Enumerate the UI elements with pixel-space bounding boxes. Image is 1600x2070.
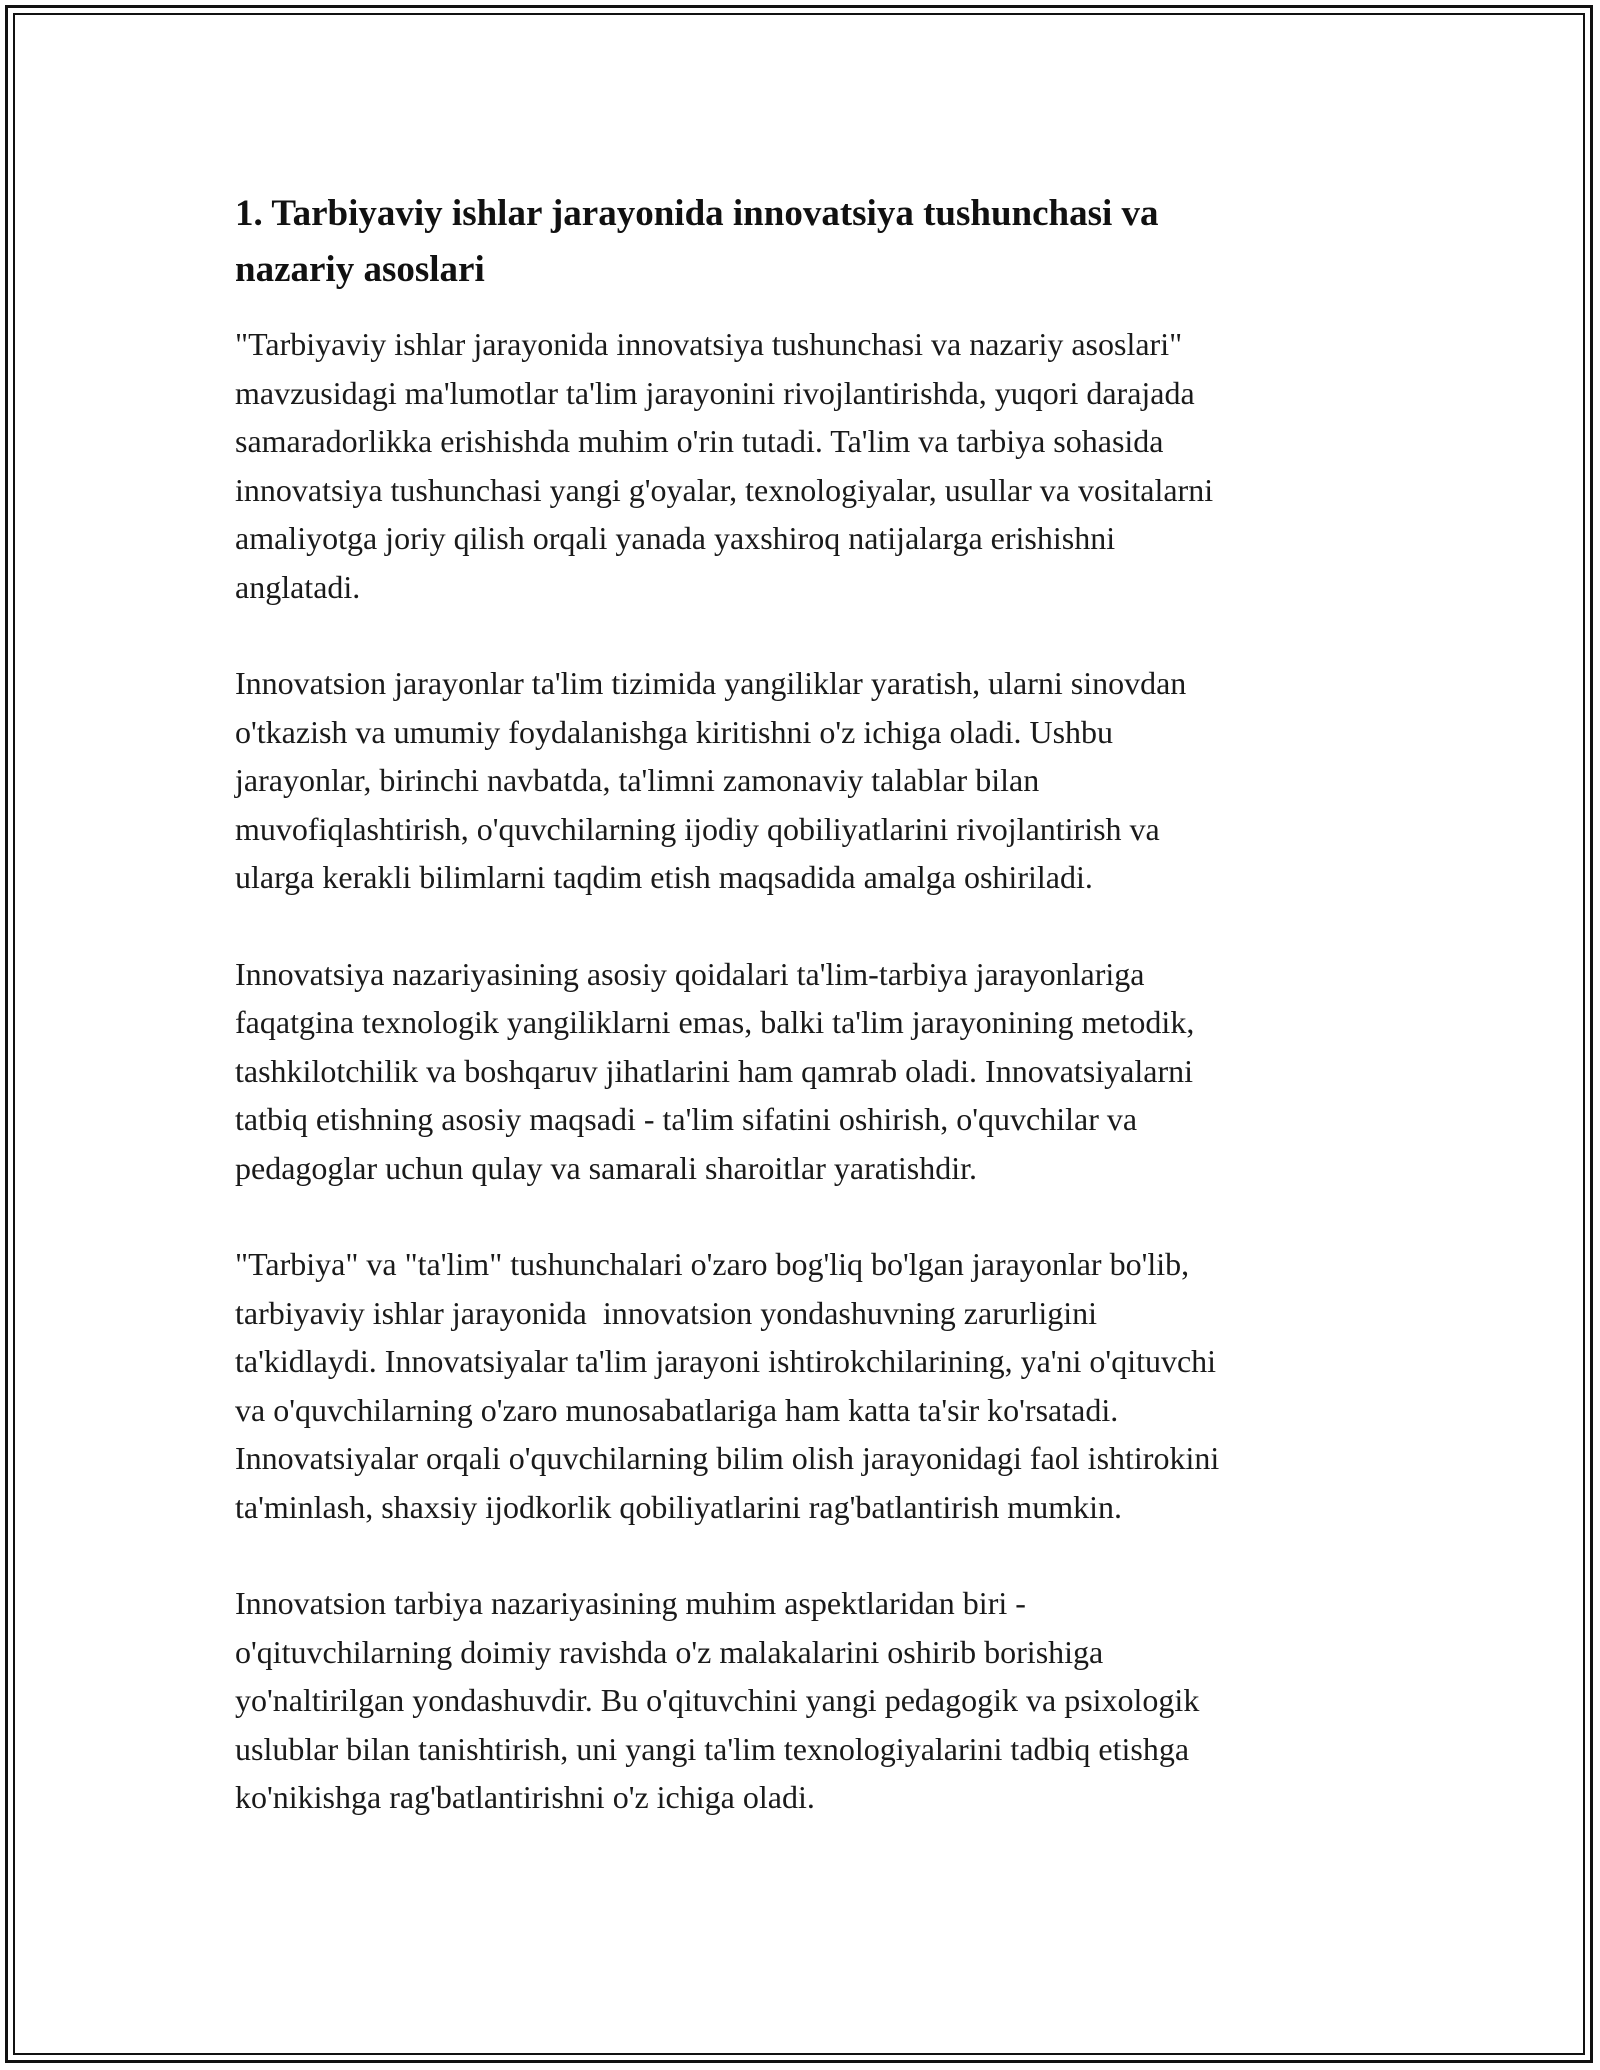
paragraph-line: Innovatsion tarbiya nazariyasining muhim aspektlaridan biri - [235,1585,1026,1621]
paragraph-line: tarbiyaviy ishlar jarayonida innovatsion yondashuvning zarurligini [235,1294,1098,1331]
paragraph-line: Innovatsiya nazariyasining asosiy qoidalari ta'lim-tarbiya jarayonlariga [235,955,1145,992]
paragraph-line: ularga kerakli bilimlarni taqdim etish maqsadida amalga oshiriladi. [235,859,1093,895]
paragraph-line: ta'kidlaydi. Innovatsiyalar ta'lim jarayoni ishtirokchilarining, ya'ni o'qituvchi [235,1343,1217,1379]
paragraph-1 [235,320,1365,611]
paragraph-line: o'tkazish va umumiy foydalanishga kiritishni o'z ichiga oladi. Ushbu [235,713,1114,750]
paragraph-line: pedagoglar uchun qulay va samarali sharoitlar yaratishdir. [235,1149,977,1186]
paragraph-line: o'qituvchilarning doimiy ravishda o'z malakalarini oshirib borishiga [235,1633,1104,1670]
paragraph-line: anglatadi. [235,568,361,605]
document-body [235,186,1365,1870]
paragraph-2 [235,659,1365,902]
paragraph-line: innovatsiya tushunchasi yangi g'oyalar, texnologiyalar, usullar va vositalarni [235,471,1214,508]
paragraph-line: Innovatsion jarayonlar ta'lim tizimida yangiliklar yaratish, ularni sinovdan [235,665,1187,701]
paragraph-line: samaradorlikka erishishda muhim o'rin tutadi. Ta'lim va tarbiya sohasida [235,423,1164,459]
paragraph-line: amaliyotga joriy qilish orqali yanada yaxshiroq natijalarga erishishni [235,520,1116,556]
paragraph-line: tashkilotchilik va boshqaruv jihatlarini ham qamrab oladi. Innovatsiyalarni [235,1052,1193,1089]
paragraph-line: "Tarbiyaviy ishlar jarayonida innovatsiya tushunchasi va nazariy asoslari" [235,326,1183,362]
paragraph-5 [235,1579,1365,1822]
paragraph-line: yo'naltirilgan yondashuvdir. Bu o'qituvchini yangi pedagogik va psixologik [235,1682,1200,1718]
paragraph-line: mavzusidagi ma'lumotlar ta'lim jarayonini rivojlantirishda, yuqori darajada [235,374,1195,411]
paragraph-line: ta'minlash, shaxsiy ijodkorlik qobiliyatlarini rag'batlantirish mumkin. [235,1488,1122,1525]
heading-line: nazariy asoslari [235,249,485,290]
section-heading [235,186,1365,298]
paragraph-3 [235,950,1365,1193]
paragraph-line: jarayonlar, birinchi navbatda, ta'limni zamonaviy talablar bilan [235,762,1040,798]
paragraph-4 [235,1240,1365,1531]
paragraph-line: muvofiqlashtirish, o'quvchilarning ijodiy qobiliyatlarini rivojlantirish va [235,810,1160,847]
heading-line: 1. Tarbiyaviy ishlar jarayonida innovatsiya tushunchasi va [235,193,1159,234]
paragraph-line: va o'quvchilarning o'zaro munosabatlariga ham katta ta'sir ko'rsatadi. [235,1391,1119,1428]
paragraph-line: ko'nikishga rag'batlantirishni o'z ichiga oladi. [235,1779,815,1815]
paragraph-line: "Tarbiya" va "ta'lim" tushunchalari o'zaro bog'liq bo'lgan jarayonlar bo'lib, [235,1246,1190,1282]
paragraph-line: faqatgina texnologik yangiliklarni emas, balki ta'lim jarayonining metodik, [235,1004,1195,1040]
paragraph-line: uslublar bilan tanishtirish, uni yangi ta'lim texnologiyalarini tadbiq etishga [235,1730,1190,1767]
paragraph-line: Innovatsiyalar orqali o'quvchilarning bilim olish jarayonidagi faol ishtirokini [235,1440,1220,1476]
paragraph-line: tatbiq etishning asosiy maqsadi - ta'lim sifatini oshirish, o'quvchilar va [235,1101,1138,1137]
